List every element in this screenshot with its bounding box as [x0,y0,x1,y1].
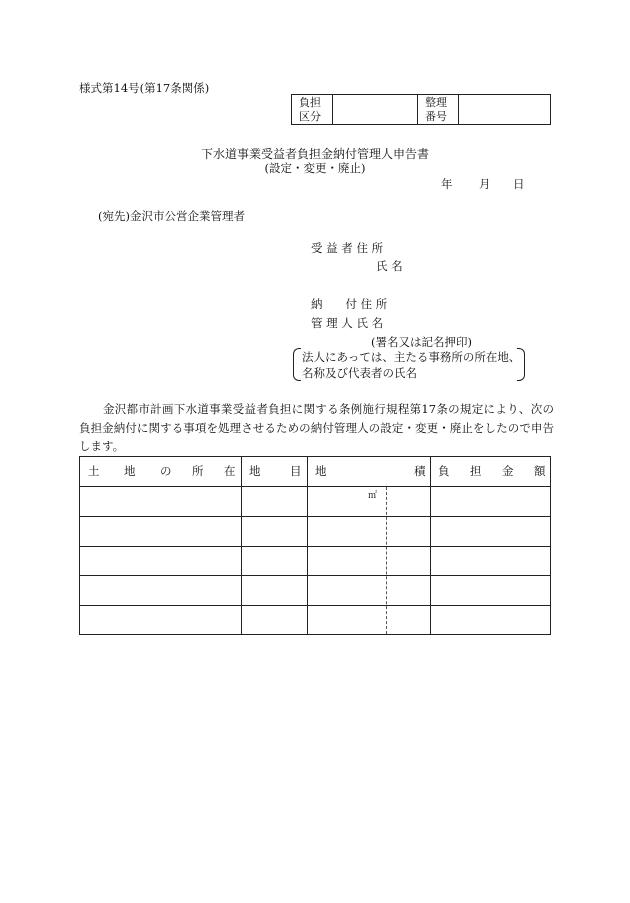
reference-number-label-line2: 番号 [425,110,447,123]
document-subtitle: (設定・変更・廃止) [264,161,366,175]
header-char: 金 [502,464,514,478]
body-text: 金沢都市計画下水道事業受益者負担に関する条例施行規程第17条の規定により、次の負担金納付に関する事項を処理させるための納付管理人の設定・変更・廃止をしたので申告します。 [79,402,554,453]
header-char: 積 [414,464,426,478]
corporate-note-line2: 名称及び代表者の氏名 [302,366,417,380]
addressee: (宛先)金沢市公営企業管理者 [98,209,245,223]
burden-category-label-line1: 負担 [299,96,321,109]
beneficiary-address-label: 受 益 者 住 所 [311,241,384,255]
reference-number-label-line1: 整理 [425,96,447,109]
header-location [80,457,241,486]
land-category-cell[interactable] [242,576,306,605]
form-number: 様式第14号(第17条関係) [79,81,210,95]
date-year-label: 年 [441,177,453,191]
burden-amount-cell[interactable] [431,576,549,605]
header-char: 額 [534,464,546,478]
land-category-cell[interactable] [242,517,306,546]
burden-amount-cell[interactable] [431,517,549,546]
reference-number-label [418,95,459,124]
date-month-label: 月 [479,177,491,191]
payment-manager-address-label: 納 付 住 所 [311,297,388,311]
header-char: 地 [124,464,136,478]
corporate-note-line1: 法人にあっては、主たる事務所の所在地、 [302,350,521,364]
reference-number-value[interactable] [459,95,551,124]
table-row [80,487,240,516]
location-cell[interactable] [80,606,240,634]
header-char: 土 [88,464,100,478]
area-cell[interactable] [308,606,428,634]
land-category-cell[interactable] [242,606,306,634]
area-cell[interactable] [308,576,428,605]
right-bracket [517,348,525,381]
location-cell[interactable] [80,547,240,575]
burden-category-value[interactable] [333,95,418,124]
header-char: 負 [438,464,450,478]
header-char: 地 [315,464,327,478]
signature-note: (署名又は記名押印) [371,335,472,349]
location-cell[interactable] [80,576,240,605]
header-char: 所 [192,464,204,478]
header-char: の [160,464,172,478]
corporate-note [293,348,525,381]
area-cell[interactable] [308,497,428,516]
beneficiary-name-label: 氏 名 [376,259,403,273]
header-area [307,457,430,486]
payment-manager-name-label: 管 理 人 氏 名 [311,316,384,330]
location-cell[interactable] [80,487,240,516]
land-category-cell[interactable] [242,547,306,575]
document-title: 下水道事業受益者負担金納付管理人申告書 [200,147,429,161]
header-char: 担 [470,464,482,478]
land-table [79,456,551,635]
burden-amount-cell[interactable] [431,487,549,516]
area-cell[interactable] [308,547,428,575]
location-cell[interactable] [80,517,240,546]
land-category-cell[interactable] [242,487,306,516]
header-char: 在 [224,464,236,478]
header-char: 地 [249,464,261,478]
area-cell[interactable] [308,517,428,546]
area-unit: ㎡ [368,491,378,501]
burden-category-label [292,95,333,124]
header-char: 目 [290,464,302,478]
burden-category-label-line2: 区分 [299,110,321,123]
left-bracket [293,348,301,381]
burden-amount-cell[interactable] [431,606,549,634]
header-burden-amount [430,457,551,486]
reference-table [291,94,551,125]
header-land-category [241,457,307,486]
date-day-label: 日 [513,177,525,191]
burden-amount-cell[interactable] [431,547,549,575]
